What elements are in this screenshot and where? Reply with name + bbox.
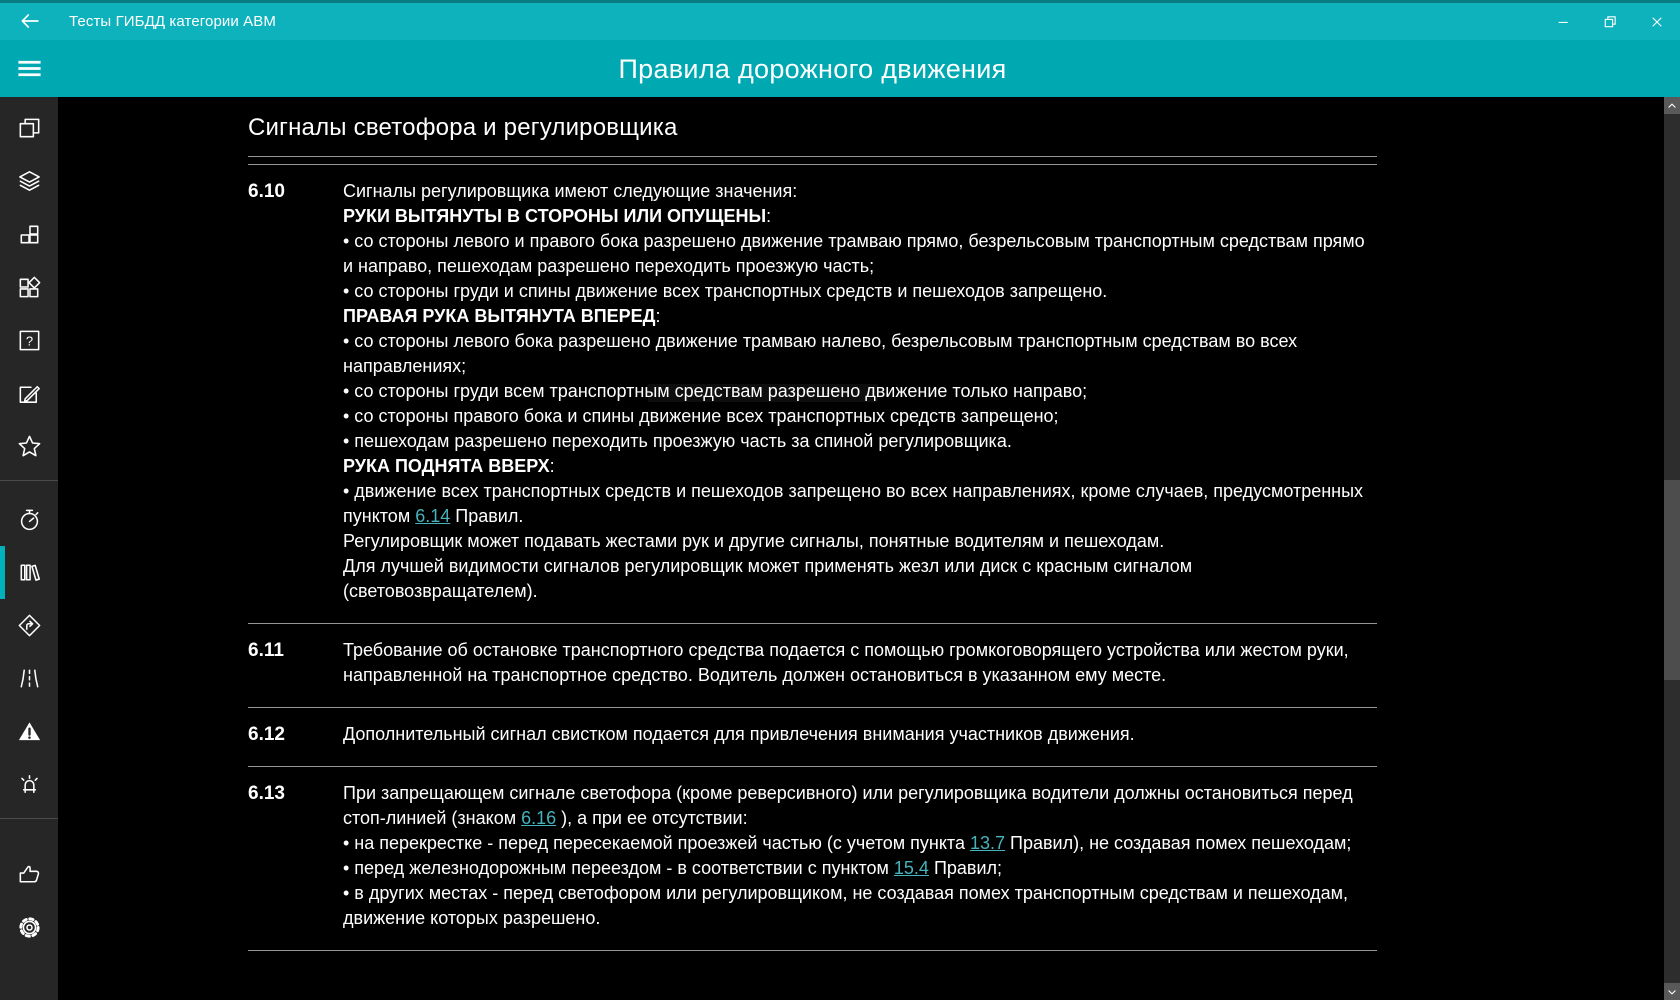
sidebar-item-markings[interactable]	[0, 652, 58, 705]
rule-plain-text: • на перекрестке - перед пересекаемой проезжей частью (с учетом пункта	[343, 833, 970, 853]
hamburger-icon	[16, 55, 43, 82]
sidebar-item-exam[interactable]	[0, 367, 58, 420]
vertical-scrollbar[interactable]	[1664, 97, 1680, 1000]
rule-plain-text: :	[655, 306, 661, 326]
rule-text	[343, 179, 1377, 604]
sidebar-item-settings[interactable]	[0, 901, 58, 954]
sidebar-item-tickets[interactable]	[0, 102, 58, 155]
rule-text	[343, 781, 1377, 931]
rule-number: 6.12	[248, 724, 285, 745]
back-button[interactable]	[8, 3, 52, 39]
scroll-down-button[interactable]	[1664, 983, 1680, 1000]
chevron-up-icon	[1666, 100, 1678, 112]
rule-plain-text: • со стороны левого бока разрешено движение трамваю налево, безрельсовым транспортным средствам во всех направлениях;	[343, 331, 1298, 376]
rule-link-15.4[interactable]: 15.4	[893, 858, 929, 878]
favorites-icon	[16, 433, 43, 460]
rule-plain-text: Регулировщик может подавать жестами рук и другие сигналы, понятные водителям и пешеходам.	[343, 531, 1165, 551]
scrollbar-thumb[interactable]	[1664, 480, 1680, 680]
sidebar-item-timer[interactable]	[0, 493, 58, 546]
back-arrow-icon	[17, 8, 43, 34]
like-icon	[16, 861, 43, 888]
rule-plain-text: Для лучшей видимости сигналов регулировщик может применять жезл или диск с красным сигналом (световозвращателем).	[343, 556, 1193, 601]
rules-icon	[16, 559, 43, 586]
sidebar-item-topics[interactable]	[0, 155, 58, 208]
rule-plain-text: При запрещающем сигнале светофора (кроме реверсивного) или регулировщика водители должны остановиться перед стоп-линией (знаком	[343, 783, 1353, 828]
rule-plain-text: ), а при ее отсутствии:	[556, 808, 748, 828]
sidebar-item-siren[interactable]	[0, 758, 58, 811]
content-area	[58, 97, 1680, 1000]
rule-sections	[248, 164, 1377, 951]
page-header	[0, 40, 1680, 97]
rule-plain-text: • движение всех транспортных средств и пешеходов запрещено во всех направлениях, кроме случаев, предусмотренных пунктом	[343, 481, 1364, 526]
selection-indicator	[0, 546, 5, 599]
sidebar-item-help[interactable]	[0, 314, 58, 367]
rule-plain-text: • со стороны левого и правого бока разрешено движение трамваю прямо, безрельсовым транспортным средствам прямо и направо, пешеходам разрешено переходить проезжую часть;	[343, 231, 1365, 276]
page-title: Правила дорожного движения	[618, 54, 1007, 84]
rule-section-6.12	[248, 708, 1377, 767]
svg-text:?: ?	[25, 333, 33, 349]
rule-plain-text: Правил), не создавая помех пешеходам;	[1005, 833, 1352, 853]
signs-icon	[16, 612, 43, 639]
tickets-icon	[16, 115, 43, 142]
chapter-heading: Сигналы светофора и регулировщика	[248, 105, 1377, 157]
sidebar-item-rules[interactable]	[0, 546, 58, 599]
restore-icon	[1598, 10, 1622, 34]
chevron-down-icon	[1666, 986, 1678, 998]
rule-plain-text: :	[549, 456, 555, 476]
rule-plain-text: • в других местах - перед светофором или регулировщиком, не создавая помех транспортным средствам и пешеходам, движение которых разрешено.	[343, 883, 1349, 928]
rule-link-6.16[interactable]: 6.16	[521, 808, 557, 828]
rule-plain-text: • перед железнодорожным переездом - в соответствии с пунктом	[343, 858, 894, 878]
rule-plain-text: • со стороны груди всем транспортным средствам разрешено движение только направо;	[343, 381, 1088, 401]
sidebar-divider	[0, 818, 58, 819]
sidebar-item-extensions[interactable]	[0, 261, 58, 314]
rule-plain-text: • со стороны груди и спины движение всех транспортных средств и пешеходов запрещено.	[343, 281, 1108, 301]
rule-plain-text: Правил;	[928, 858, 1003, 878]
warning-icon	[16, 718, 43, 745]
rule-number: 6.10	[248, 181, 285, 202]
markings-icon	[16, 665, 43, 692]
sidebar-item-like[interactable]	[0, 848, 58, 901]
rule-text	[343, 638, 1377, 688]
rule-link-6.14[interactable]: 6.14	[415, 506, 451, 526]
restore-button[interactable]	[1586, 3, 1633, 40]
exam-icon	[16, 380, 43, 407]
settings-icon	[16, 914, 43, 941]
rule-link-13.7[interactable]: 13.7	[969, 833, 1006, 853]
extensions-icon	[16, 274, 43, 301]
sidebar-item-blocks[interactable]	[0, 208, 58, 261]
sidebar-item-warning[interactable]	[0, 705, 58, 758]
menu-button[interactable]	[0, 40, 58, 97]
rule-number: 6.11	[248, 640, 284, 661]
scroll-up-button[interactable]	[1664, 97, 1680, 114]
rule-plain-text: Дополнительный сигнал свистком подается для привлечения внимания участников движения.	[343, 724, 1135, 744]
rule-plain-text: Требование об остановке транспортного средства подается с помощью громкоговорящего устройства или жестом руки, направленной на транспортное средство. Водитель должен остановиться в указанном ему месте.	[343, 640, 1349, 685]
rule-bold-text: РУКА ПОДНЯТА ВВЕРХ	[343, 456, 550, 476]
rule-plain-text: Правил.	[450, 506, 524, 526]
sidebar	[0, 97, 58, 1000]
close-icon	[1645, 10, 1669, 34]
rule-bold-text: ПРАВАЯ РУКА ВЫТЯНУТА ВПЕРЕД	[343, 306, 656, 326]
minimize-icon	[1551, 10, 1575, 34]
rule-section-6.13	[248, 767, 1377, 951]
rule-section-6.10	[248, 165, 1377, 624]
sidebar-divider	[0, 480, 58, 481]
rule-plain-text: :	[766, 206, 772, 226]
rule-plain-text: • со стороны правого бока и спины движение всех транспортных средств запрещено;	[343, 406, 1059, 426]
topics-icon	[16, 168, 43, 195]
siren-icon	[16, 771, 43, 798]
timer-icon	[16, 506, 43, 533]
blocks-icon	[16, 221, 43, 248]
sidebar-item-favorites[interactable]	[0, 420, 58, 473]
titlebar	[0, 0, 1680, 40]
rules-page	[248, 97, 1377, 951]
minimize-button[interactable]	[1539, 3, 1586, 40]
help-icon	[16, 327, 43, 354]
close-button[interactable]	[1633, 3, 1680, 40]
rule-text	[343, 722, 1377, 747]
window-controls	[1539, 3, 1680, 40]
rule-plain-text: • пешеходам разрешено переходить проезжую часть за спиной регулировщика.	[343, 431, 1012, 451]
rule-bold-text: РУКИ ВЫТЯНУТЫ В СТОРОНЫ ИЛИ ОПУЩЕНЫ	[343, 206, 767, 226]
rule-section-6.11	[248, 624, 1377, 708]
rule-number: 6.13	[248, 783, 285, 804]
sidebar-item-signs[interactable]	[0, 599, 58, 652]
app-title: Тесты ГИБДД категории АВМ	[69, 13, 276, 30]
rule-plain-text: Сигналы регулировщика имеют следующие значения:	[343, 181, 798, 201]
